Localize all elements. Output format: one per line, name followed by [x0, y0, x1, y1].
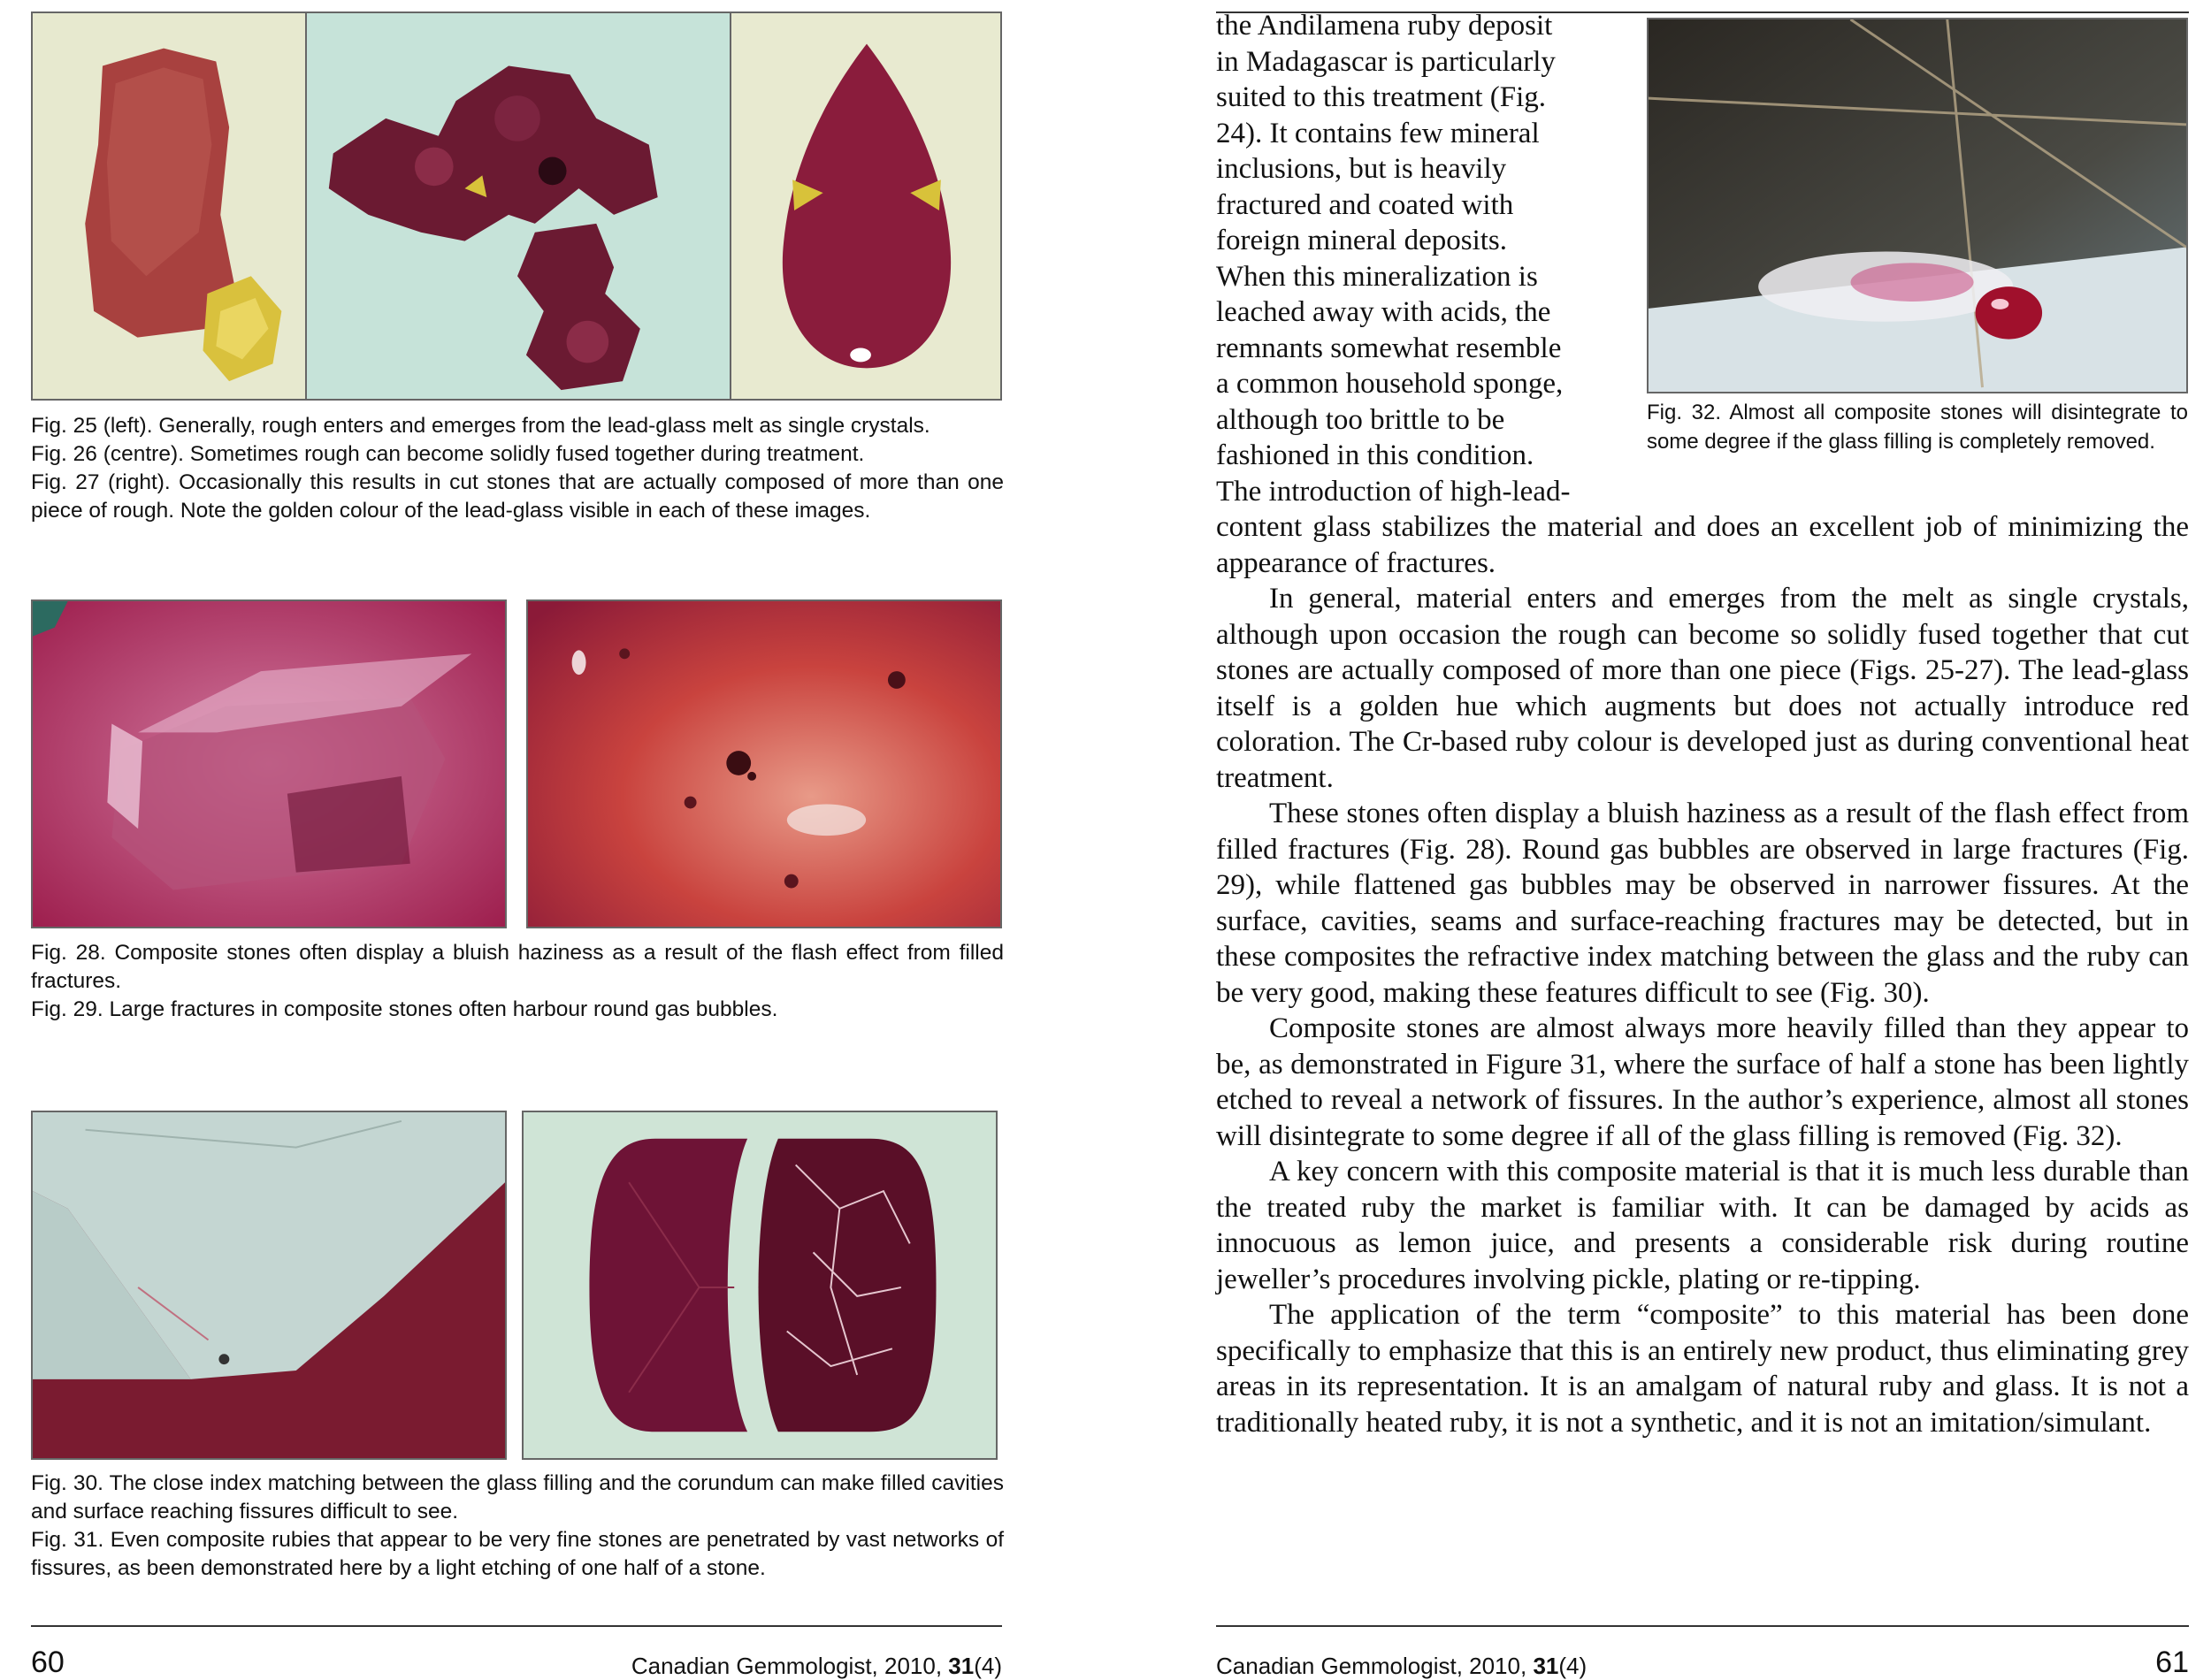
fig-26-fused-rough-photo: [305, 11, 731, 401]
text-line: fashioned in this condition.: [1216, 439, 1534, 471]
caption-figs-25-27: [31, 412, 1004, 525]
caption-figs-30-31: [31, 1470, 1004, 1583]
page-number-right: 61: [2155, 1646, 2189, 1679]
caption-fig-29: Fig. 29. Large fractures in composite stones often harbour round gas bubbles.: [31, 997, 778, 1021]
text-line: suited to this treatment (Fig.: [1216, 81, 1547, 113]
fig-32-disintegrated-stone-photo: [1647, 18, 2188, 393]
caption-figs-28-29: [31, 939, 1004, 1024]
paragraph-durability: A key concern with this composite material is that it is much less durable than the treated ruby the market is familiar with. It can be damaged by acids as innocuous as lemon juice, and presents a considerable risk during routine jeweller’s procedures involving pickle, plating or re-tipping.: [1216, 1156, 2189, 1295]
caption-fig-32: Fig. 32. Almost all composite stones will disintegrate to some degree if the glass filling is completely removed.: [1647, 401, 2188, 454]
text-line: leached away with acids, the: [1216, 296, 1551, 328]
fig-31-etched-stone-photo: [522, 1111, 998, 1460]
journal-name: Canadian Gemmologist, 2010,: [631, 1653, 949, 1679]
text-line: the Andilamena ruby deposit: [1216, 10, 1553, 42]
narrow-column-text: [1216, 8, 1608, 509]
fig-27-pear-cut-stone-photo: [730, 11, 1002, 401]
paragraph-heavily-filled: Composite stones are almost always more heavily filled than they appear to be, as demonstrated in Figure 31, where the surface of half a stone has been lightly etched to reveal a network of fissures. In the author’s experience, almost all stones will disintegrate to some degree if all of the glass filling is removed (Fig. 32).: [1216, 1012, 2189, 1152]
caption-fig-31: Fig. 31. Even composite rubies that appear to be very fine stones are penetrated by vast networks of fissures, as been demonstrated here by a light etching of one half of a stone.: [31, 1528, 1004, 1580]
paragraph-bluish-haziness: These stones often display a bluish haziness as a result of the flash effect from filled fractures (Fig. 28). Round gas bubbles are observed in large fractures (Fig. 29), while flattened gas bubbles may be observed in narrower fissures. At the surface, cavities, seams and surface-reaching fractures may be detected, but in these composites the refractive index matching between the glass and the ruby can be very good, making these features difficult to see (Fig. 30).: [1216, 798, 2189, 1009]
footer-rule-left: [31, 1625, 1002, 1627]
text-line: in Madagascar is particularly: [1216, 45, 1556, 78]
text-line: remnants somewhat resemble: [1216, 332, 1562, 364]
paragraph-term-composite: The application of the term “composite” to this material has been done specifically to emphasize that this is an entirely new product, thus eliminating grey areas in its representation. It is an amalgam of natural ruby and glass. It is not a traditionally heated ruby, it is not a synthetic, and it is not an imitation/simulant.: [1216, 1299, 2189, 1439]
main-body-text: [1216, 509, 2189, 1440]
journal-citation-right: [1216, 1652, 1587, 1680]
paragraph-continuation: content glass stabilizes the material and does an excellent job of minimizing the appearance of fractures.: [1216, 511, 2189, 579]
text-line: although too brittle to be: [1216, 403, 1505, 436]
text-line: The introduction of high-lead-: [1216, 475, 1571, 508]
caption-fig-26: Fig. 26 (centre). Sometimes rough can become solidly fused together during treatment.: [31, 442, 865, 466]
text-line: 24). It contains few mineral: [1216, 117, 1540, 149]
fig-30-filled-cavity-photo: [31, 1111, 507, 1460]
journal-issue: (4): [974, 1653, 1002, 1679]
page-number-left: 60: [31, 1646, 65, 1679]
journal-name: Canadian Gemmologist, 2010,: [1216, 1653, 1534, 1679]
journal-citation-left: [613, 1652, 1002, 1680]
text-line: When this mineralization is: [1216, 260, 1538, 293]
fig-28-bluish-haziness-photo: [31, 599, 507, 928]
caption-fig-25: Fig. 25 (left). Generally, rough enters and emerges from the lead-glass melt as single crystals.: [31, 414, 930, 438]
journal-volume: 31: [948, 1653, 975, 1679]
text-line: inclusions, but is heavily: [1216, 153, 1507, 185]
journal-issue: (4): [1558, 1653, 1587, 1679]
fig-25-rough-crystal-photo: [31, 11, 307, 401]
text-line: fractured and coated with: [1216, 188, 1514, 221]
text-line: a common household sponge,: [1216, 368, 1564, 400]
footer-rule-right: [1216, 1625, 2189, 1627]
fig-29-gas-bubbles-photo: [526, 599, 1002, 928]
text-line: foreign mineral deposits.: [1216, 225, 1508, 256]
paragraph-single-crystals: In general, material enters and emerges from the melt as single crystals, although upon occasion the rough can become so solidly fused together that cut stones are actually composed of more than one piece (Figs. 25-27). The lead-glass itself is a golden hue which augments but does not actually introduce red coloration. The Cr-based ruby colour is developed just as during conventional heat treatment.: [1216, 583, 2189, 794]
caption-fig-27: Fig. 27 (right). Occasionally this results in cut stones that are actually composed of more than one piece of rough. Note the golden colour of the lead-glass visible in each of these images.: [31, 470, 1004, 523]
journal-volume: 31: [1533, 1653, 1559, 1679]
caption-fig-28: Fig. 28. Composite stones often display a bluish haziness as a result of the flash effect from filled fractures.: [31, 941, 1004, 993]
caption-fig-30: Fig. 30. The close index matching between the glass filling and the corundum can make filled cavities and surface reaching fissures difficult to see.: [31, 1471, 1004, 1523]
